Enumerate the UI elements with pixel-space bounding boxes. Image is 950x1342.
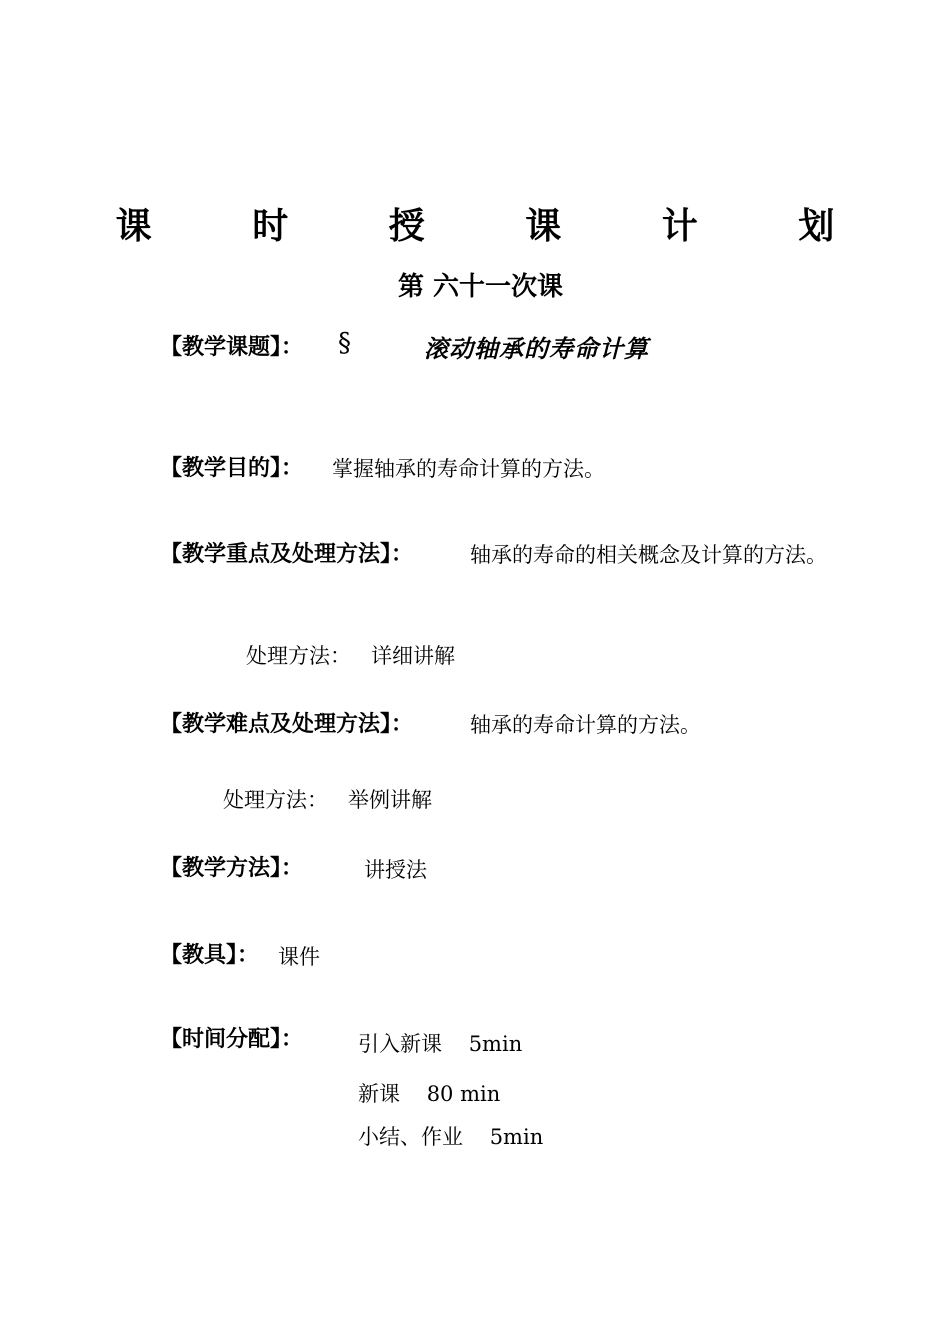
lesson-number: 第 六十一次课 bbox=[398, 272, 564, 302]
difficulty-value: 轴承的寿命计算的方法。 bbox=[470, 713, 701, 737]
topic-label: 【教学课题】： bbox=[160, 334, 304, 360]
section-symbol: § bbox=[338, 328, 351, 358]
key-point-label: 【教学重点及处理方法】： bbox=[160, 541, 414, 567]
time-allocation-label: 【时间分配】： bbox=[160, 1026, 304, 1052]
time-item-new-lesson: 新课 80 min bbox=[358, 1082, 501, 1106]
objective-value: 掌握轴承的寿命计算的方法。 bbox=[332, 457, 605, 481]
topic-value: 滚动轴承的寿命计算 bbox=[424, 334, 649, 363]
teaching-method-label: 【教学方法】： bbox=[160, 855, 304, 881]
key-point-value: 轴承的寿命的相关概念及计算的方法。 bbox=[470, 543, 827, 567]
teaching-method-value: 讲授法 bbox=[364, 858, 427, 882]
objective-label: 【教学目的】： bbox=[160, 455, 304, 481]
tools-label: 【教具】： bbox=[160, 942, 260, 968]
tools-value: 课件 bbox=[278, 945, 320, 969]
page-title: 课 时 授 课 计 划 bbox=[115, 205, 879, 247]
key-point-method: 处理方法： 详细讲解 bbox=[246, 644, 456, 668]
time-item-intro: 引入新课 5min bbox=[358, 1032, 523, 1056]
time-item-summary: 小结、作业 5min bbox=[358, 1125, 544, 1149]
difficulty-method: 处理方法： 举例讲解 bbox=[223, 788, 433, 812]
difficulty-label: 【教学难点及处理方法】： bbox=[160, 711, 414, 737]
